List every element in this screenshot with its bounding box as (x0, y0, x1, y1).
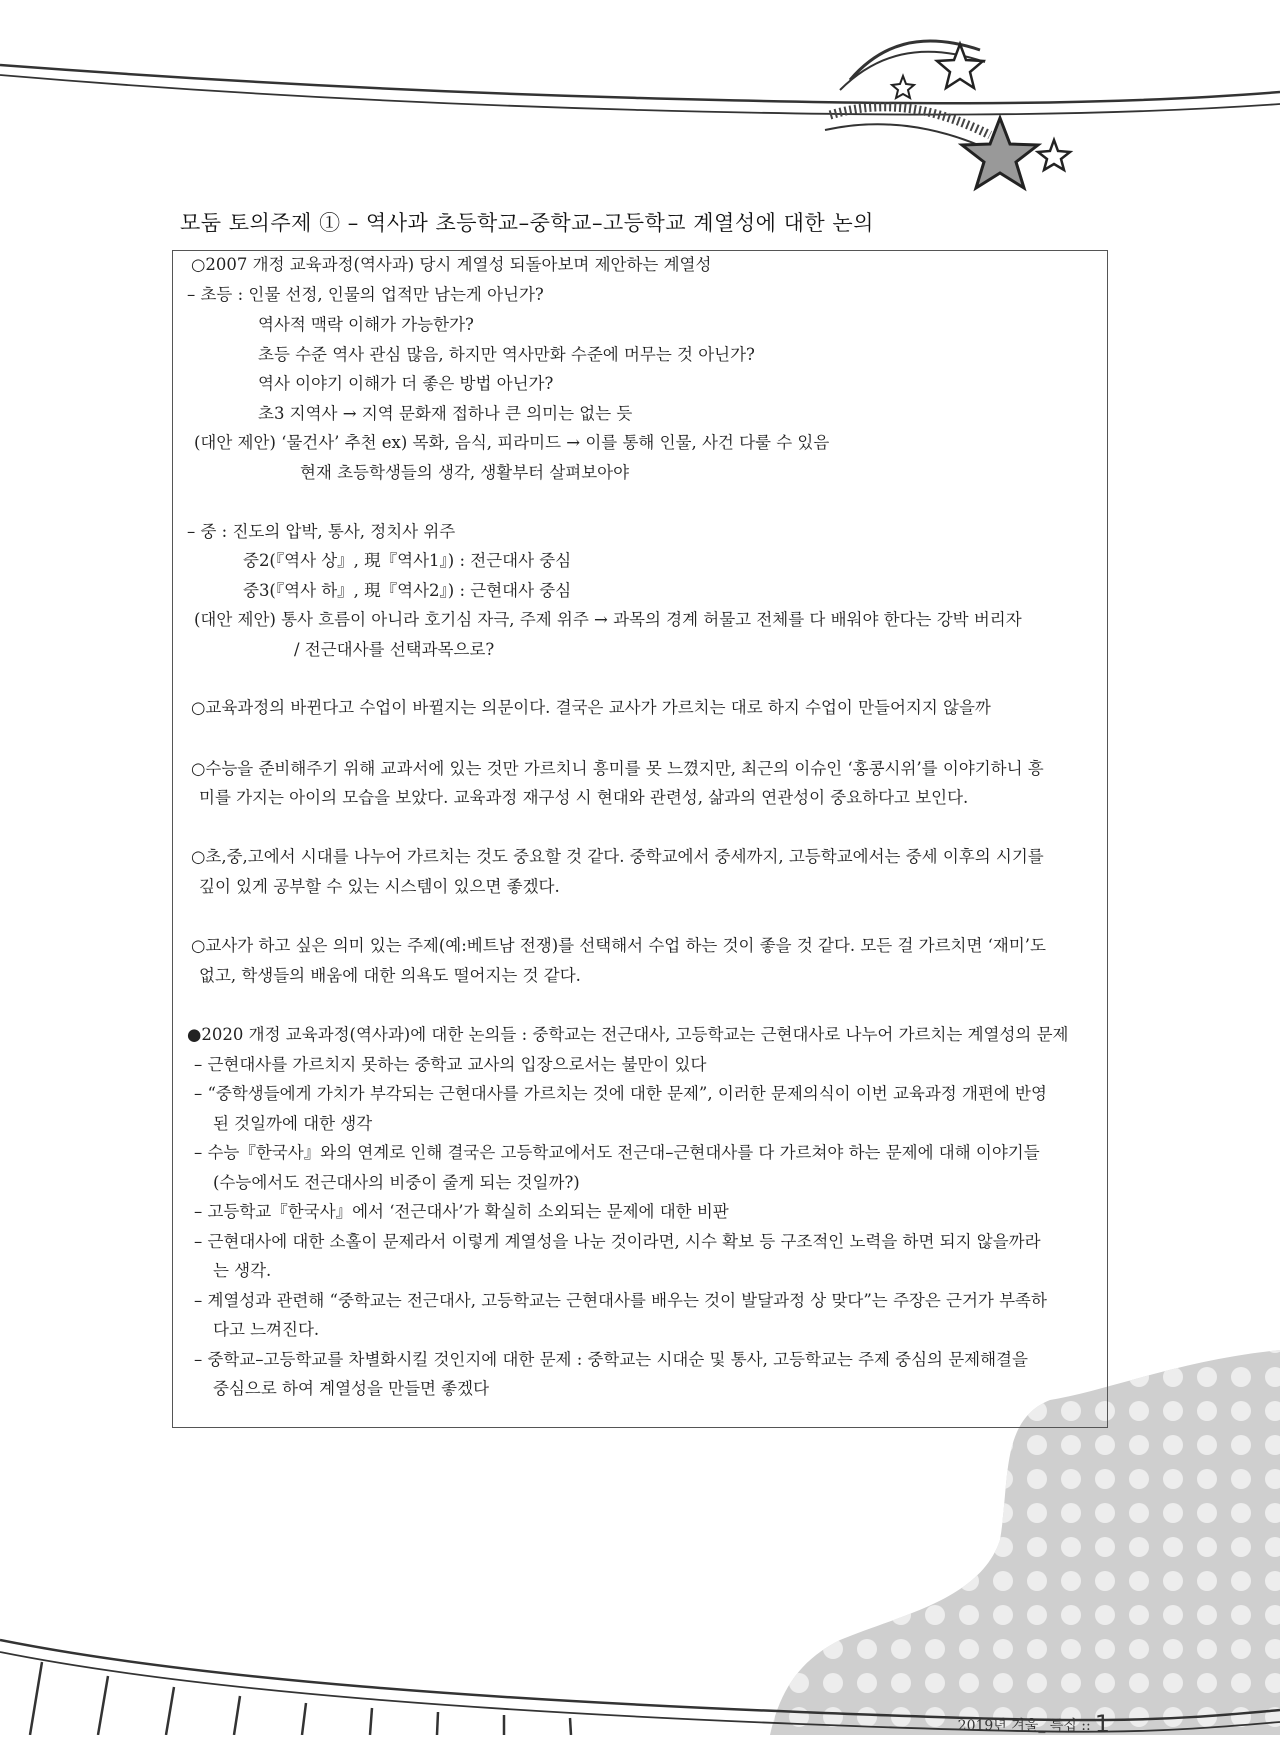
text-line: 다고 느껴진다. (213, 1320, 320, 1339)
top-wave-line (0, 65, 1280, 103)
text-line: – “중학생들에게 가치가 부각되는 근현대사를 가르치는 것에 대한 문제”, 이러한 문제의식이 이번 교육과정 개편에 반영 (194, 1084, 1047, 1103)
text-line: – 초등 : 인물 선정, 인물의 업적만 남는게 아닌가? (187, 285, 544, 304)
small-star-icon (1038, 140, 1070, 170)
star-streak-hatched (830, 107, 990, 135)
text-line: – 계열성과 관련해 “중학교는 전근대사, 고등학교는 근현대사를 배우는 것이 발달과정 상 맞다”는 주장은 근거가 부족하 (194, 1291, 1047, 1310)
text-line: 는 생각. (213, 1261, 272, 1280)
text-line: / 전근대사를 선택과목으로? (294, 640, 495, 659)
section-title: 모둠 토의주제 ① – 역사과 초등학교–중학교–고등학교 계열성에 대한 논의 (180, 211, 874, 235)
text-line: (수능에서도 전근대사의 비중이 줄게 되는 것일까?) (213, 1173, 580, 1192)
star-icon (937, 44, 983, 88)
text-line: ○초,중,고에서 시대를 나누어 가르치는 것도 중요할 것 같다. 중학교에서 중세까지, 고등학교에서는 중세 이후의 시기를 (191, 847, 1044, 866)
text-line: 미를 가지는 아이의 모습을 보았다. 교육과정 재구성 시 현대와 관련성, 삶과의 연관성이 중요하다고 보인다. (199, 788, 969, 807)
bottom-hatch (30, 1662, 571, 1735)
text-line: 초등 수준 역사 관심 많음, 하지만 역사만화 수준에 머무는 것 아닌가? (258, 345, 755, 364)
text-line: 역사 이야기 이해가 더 좋은 방법 아닌가? (258, 374, 554, 393)
text-line: 역사적 맥락 이해가 가능한가? (258, 315, 474, 334)
text-line: ○교육과정의 바뀐다고 수업이 바뀔지는 의문이다. 결국은 교사가 가르치는 대로 하지 수업이 만들어지지 않을까 (191, 698, 991, 717)
large-star-icon (962, 118, 1038, 188)
page-footer (958, 1710, 1110, 1738)
text-line: – 고등학교『한국사』에서 ‘전근대사’가 확실히 소외되는 문제에 대한 비판 (194, 1202, 729, 1221)
text-line: (대안 제안) ‘물건사’ 추천 ex) 목화, 음식, 피라미드 → 이를 통해 인물, 사건 다룰 수 있음 (194, 433, 830, 452)
text-line: ●2020 개정 교육과정(역사과)에 대한 논의들 : 중학교는 전근대사, 고등학교는 근현대사로 나누어 가르치는 계열성의 문제 (187, 1025, 1069, 1044)
text-line: 중2(『역사 상』, 現『역사1』) : 전근대사 중심 (243, 551, 572, 570)
text-line: 초3 지역사 → 지역 문화재 접하나 큰 의미는 없는 듯 (258, 404, 633, 423)
text-line: (대안 제안) 통사 흐름이 아니라 호기심 자극, 주제 위주 → 과목의 경계 허물고 전체를 다 배워야 한다는 강박 버리자 (194, 610, 1022, 629)
text-line: – 근현대사에 대한 소홀이 문제라서 이렇게 계열성을 나눈 것이라면, 시수 확보 등 구조적인 노력을 하면 되지 않을까라 (194, 1232, 1041, 1251)
text-line: ○2007 개정 교육과정(역사과) 당시 계열성 되돌아보며 제안하는 계열성 (191, 255, 712, 274)
text-line: 중심으로 하여 계열성을 만들면 좋겠다 (213, 1379, 490, 1398)
text-line: 중3(『역사 하』, 現『역사2』) : 근현대사 중심 (243, 581, 572, 600)
page-number: 1 (1094, 1710, 1110, 1738)
text-line: 없고, 학생들의 배움에 대한 의욕도 떨어지는 것 같다. (199, 966, 581, 985)
top-wave-line-2 (0, 75, 1280, 115)
text-line: – 근현대사를 가르치지 못하는 중학교 교사의 입장으로서는 불만이 있다 (194, 1055, 707, 1074)
text-line: 된 것일까에 대한 생각 (213, 1114, 373, 1133)
text-line: ○수능을 준비해주기 위해 교과서에 있는 것만 가르치니 흥미를 못 느꼈지만, 최근의 이슈인 ‘홍콩시위’를 이야기하니 흥 (191, 759, 1044, 778)
text-line: 깊이 있게 공부할 수 있는 시스템이 있으면 좋겠다. (199, 877, 560, 896)
star-icon (892, 76, 914, 98)
text-line: – 중학교–고등학교를 차별화시킬 것인지에 대한 문제 : 중학교는 시대순 및 통사, 고등학교는 주제 중심의 문제해결을 (194, 1350, 1028, 1369)
text-line: 현재 초등학생들의 생각, 생활부터 살펴보아야 (300, 463, 630, 482)
text-line: – 수능『한국사』와의 연계로 인해 결국은 고등학교에서도 전근대–근현대사를 다 가르쳐야 하는 문제에 대해 이야기들 (194, 1143, 1040, 1162)
text-line: ○교사가 하고 싶은 의미 있는 주제(예:베트남 전쟁)를 선택해서 수업 하는 것이 좋을 것 같다. 모든 걸 가르치면 ‘재미’도 (191, 936, 1046, 955)
footer-text: 2019년 겨울_ 특집 :: (957, 1718, 1091, 1734)
text-line: – 중 : 진도의 압박, 통사, 정치사 위주 (187, 522, 456, 541)
